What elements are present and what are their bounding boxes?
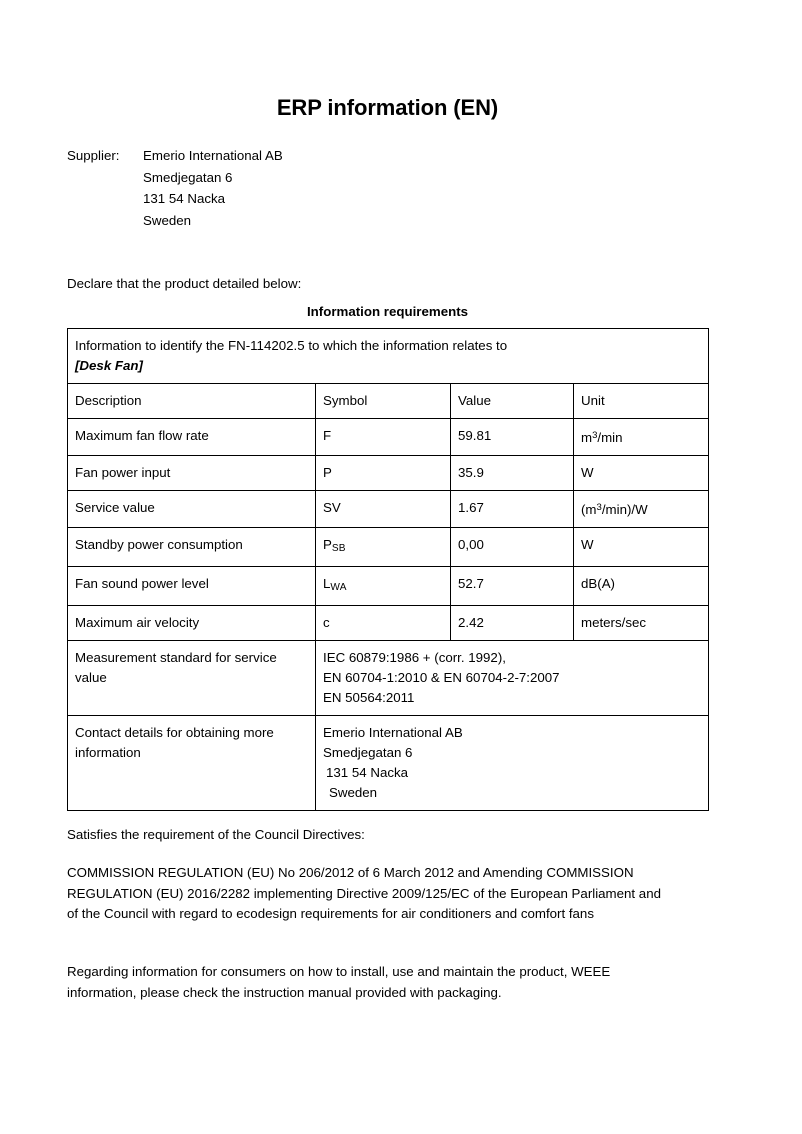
table-title-cell [68, 329, 709, 384]
unit-exponent: 3 [596, 502, 602, 514]
regulation-line: REGULATION (EU) 2016/2282 implementing Directive 2009/125/EC of the European Parliament and [67, 885, 661, 901]
cell-contact-address [316, 716, 709, 811]
contact-line: 131 54 Nacka [326, 765, 409, 781]
cell-symbol [316, 567, 451, 606]
cell-description: Measurement standard for service value [68, 641, 316, 716]
regulation-paragraph [67, 863, 708, 925]
cell-value: 52.7 [451, 567, 574, 606]
column-header-value: Value [451, 384, 574, 419]
symbol-base: P [323, 465, 332, 481]
cell-unit [574, 528, 709, 567]
unit-prefix: dB(A) [581, 576, 615, 592]
cell-unit [574, 456, 709, 491]
symbol-subscript: WA [330, 582, 347, 594]
table-row-contact-details [68, 716, 709, 811]
cell-unit [574, 491, 709, 528]
weee-paragraph [67, 962, 708, 1003]
symbol-base: SV [323, 500, 341, 516]
supplier-address-line: Sweden [143, 212, 192, 228]
unit-exponent: 3 [592, 430, 598, 441]
cell-unit [574, 606, 709, 641]
column-header-description: Description [68, 384, 316, 419]
information-requirements-heading: Information requirements [306, 304, 469, 319]
symbol-base: L [323, 576, 331, 592]
cell-unit [574, 567, 709, 606]
page-title: ERP information (EN) [276, 95, 499, 120]
unit-suffix: /min [597, 430, 623, 446]
cell-measurement-standards [316, 641, 709, 716]
cell-unit [574, 419, 709, 456]
cell-value: 59.81 [451, 419, 574, 456]
erp-information-table [67, 328, 709, 811]
table-row [68, 456, 709, 491]
satisfies-statement: Satisfies the requirement of the Council Directives: [67, 827, 365, 842]
contact-line: Smedjegatan 6 [323, 745, 413, 761]
table-product-type: [Desk Fan] [75, 358, 143, 373]
cell-description: Service value [68, 491, 316, 528]
unit-prefix: (m [581, 502, 597, 518]
cell-symbol [316, 528, 451, 567]
table-row [68, 491, 709, 528]
table-title-row [68, 329, 709, 384]
cell-symbol [316, 419, 451, 456]
table-row-measurement-standard [68, 641, 709, 716]
table-header-row [68, 384, 709, 419]
cell-description: Contact details for obtaining more information [68, 716, 316, 811]
table-row [68, 606, 709, 641]
supplier-block [67, 145, 708, 231]
cell-symbol [316, 456, 451, 491]
unit-prefix: W [581, 465, 594, 481]
declare-statement: Declare that the product detailed below: [67, 276, 302, 291]
cell-description: Standby power consumption [68, 528, 316, 567]
standard-line: EN 60704-1:2010 & EN 60704-2-7:2007 [323, 670, 560, 686]
cell-description: Fan power input [68, 456, 316, 491]
unit-prefix: W [581, 537, 594, 553]
regulation-line: of the Council with regard to ecodesign requirements for air conditioners and comfort fans [67, 906, 594, 921]
supplier-row [67, 145, 708, 231]
cell-value: 2.42 [451, 606, 574, 641]
cell-symbol [316, 606, 451, 641]
standard-line: EN 50564:2011 [323, 690, 415, 706]
supplier-label: Supplier: [67, 148, 120, 163]
cell-description: Maximum fan flow rate [68, 419, 316, 456]
table-row [68, 567, 709, 606]
cell-symbol [316, 491, 451, 528]
unit-prefix: meters/sec [581, 615, 647, 631]
symbol-base: c [323, 615, 330, 631]
table-row [68, 419, 709, 456]
unit-suffix: /min)/W [601, 502, 648, 518]
cell-value: 0,00 [451, 528, 574, 567]
cell-description: Fan sound power level [68, 567, 316, 606]
standard-line: IEC 60879:1986 + (corr. 1992), [323, 650, 506, 666]
table-title-line1: Information to identify the FN-114202.5 to which the information relates to [75, 338, 508, 353]
supplier-address-line: Emerio International AB [143, 148, 283, 163]
cell-value: 35.9 [451, 456, 574, 491]
table-row [68, 528, 709, 567]
supplier-address-line: Smedjegatan 6 [143, 169, 233, 185]
regulation-line: COMMISSION REGULATION (EU) No 206/2012 of 6 March 2012 and Amending COMMISSION [67, 865, 634, 880]
column-header-symbol: Symbol [316, 384, 451, 419]
supplier-address [143, 145, 708, 231]
contact-line: Sweden [329, 785, 378, 801]
symbol-subscript: SB [331, 543, 346, 555]
cell-value: 1.67 [451, 491, 574, 528]
cell-description: Maximum air velocity [68, 606, 316, 641]
supplier-address-line: 131 54 Nacka [143, 191, 226, 206]
weee-line: information, please check the instruction manual provided with packaging. [67, 984, 502, 1000]
symbol-base: F [323, 428, 332, 443]
unit-prefix: m [581, 430, 593, 446]
symbol-base: P [323, 537, 332, 553]
weee-line: Regarding information for consumers on how to install, use and maintain the product, WEEE [67, 964, 611, 979]
column-header-unit: Unit [574, 384, 709, 419]
contact-line: Emerio International AB [323, 725, 463, 741]
